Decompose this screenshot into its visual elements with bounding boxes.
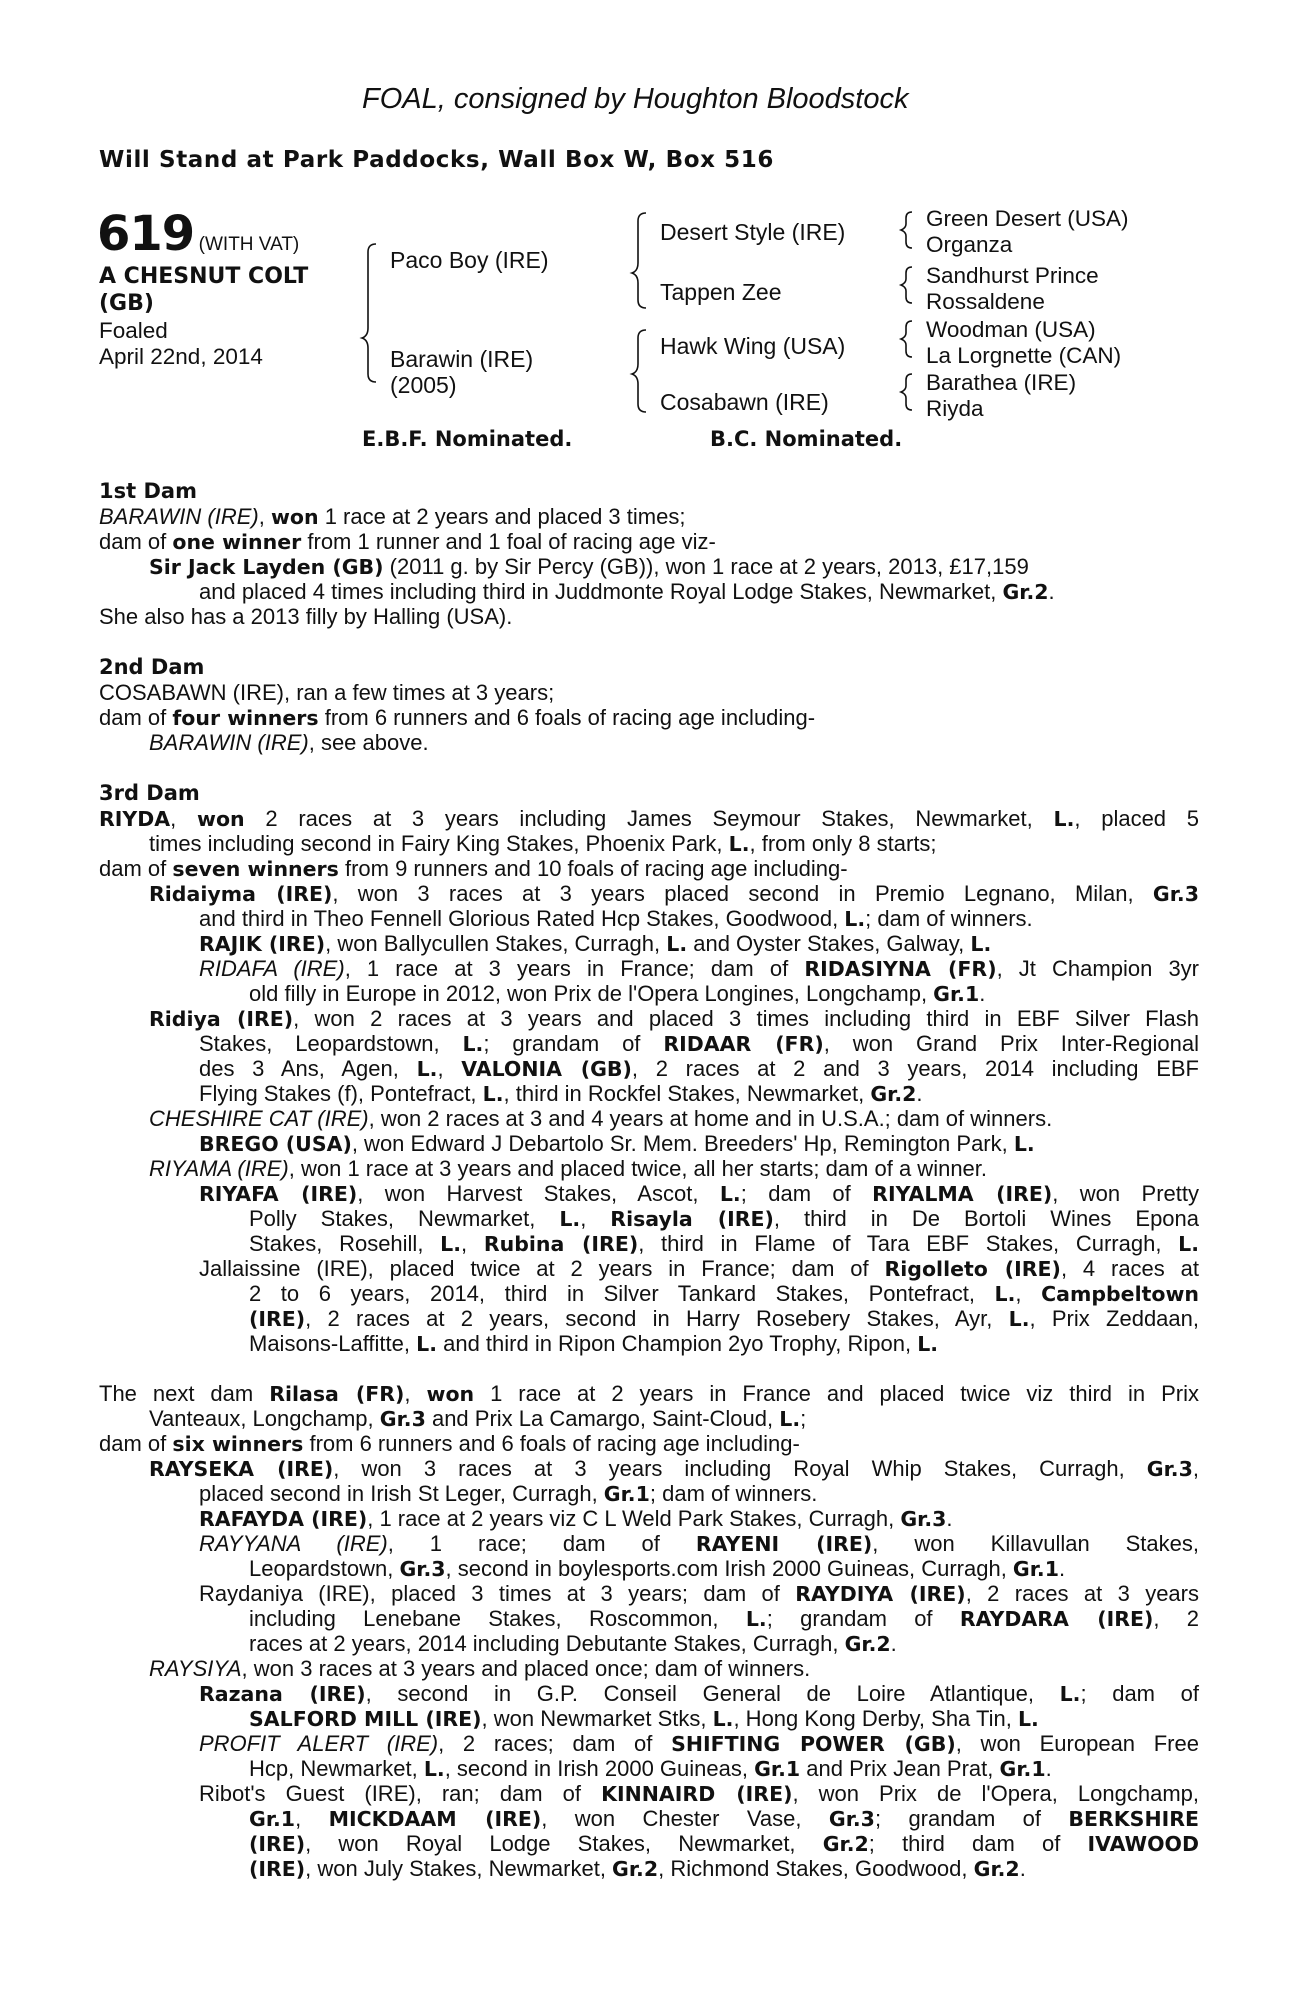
bc-nominated: B.C. Nominated. [710, 427, 903, 451]
pedigree-g4-2: Organza [926, 232, 1013, 257]
pedigree-g4-6: La Lorgnette (CAN) [926, 343, 1122, 368]
first-dam-heading: 1st Dam [99, 479, 197, 503]
pedigree-g4-7: Barathea (IRE) [926, 370, 1077, 395]
pedigree-g4-5: Woodman (USA) [926, 317, 1096, 342]
pedigree-sire-sire: Desert Style (IRE) [660, 219, 846, 245]
pedigree-sire-dam: Tappen Zee [660, 279, 782, 305]
consignment-header: FOAL, consigned by Houghton Bloodstock [362, 83, 909, 115]
lot-title-line2: (GB) [99, 291, 154, 316]
pedigree-dam-dam: Cosabawn (IRE) [660, 389, 829, 415]
foaled-date: April 22nd, 2014 [99, 344, 263, 369]
lot-title-line1: A CHESNUT COLT [99, 264, 309, 289]
pedigree-sire: Paco Boy (IRE) [390, 247, 549, 273]
pedigree-dam-sire: Hawk Wing (USA) [660, 333, 846, 359]
ebf-nominated: E.B.F. Nominated. [362, 427, 573, 451]
pedigree-g4-3: Sandhurst Prince [926, 263, 1099, 288]
pedigree-dam: Barawin (IRE) [390, 346, 534, 372]
vat-note: (WITH VAT) [198, 234, 300, 255]
pedigree-g4-1: Green Desert (USA) [926, 206, 1129, 231]
lot-number: 619 [97, 206, 195, 262]
foaled-label: Foaled [99, 318, 168, 343]
pedigree-g4-8: Riyda [926, 396, 984, 421]
second-dam-heading: 2nd Dam [99, 655, 205, 679]
pedigree-g4-4: Rossaldene [926, 289, 1045, 314]
stand-location: Will Stand at Park Paddocks, Wall Box W, Box 516 [99, 147, 774, 173]
pedigree-dam-year: (2005) [390, 372, 457, 398]
third-dam-heading: 3rd Dam [99, 781, 200, 805]
